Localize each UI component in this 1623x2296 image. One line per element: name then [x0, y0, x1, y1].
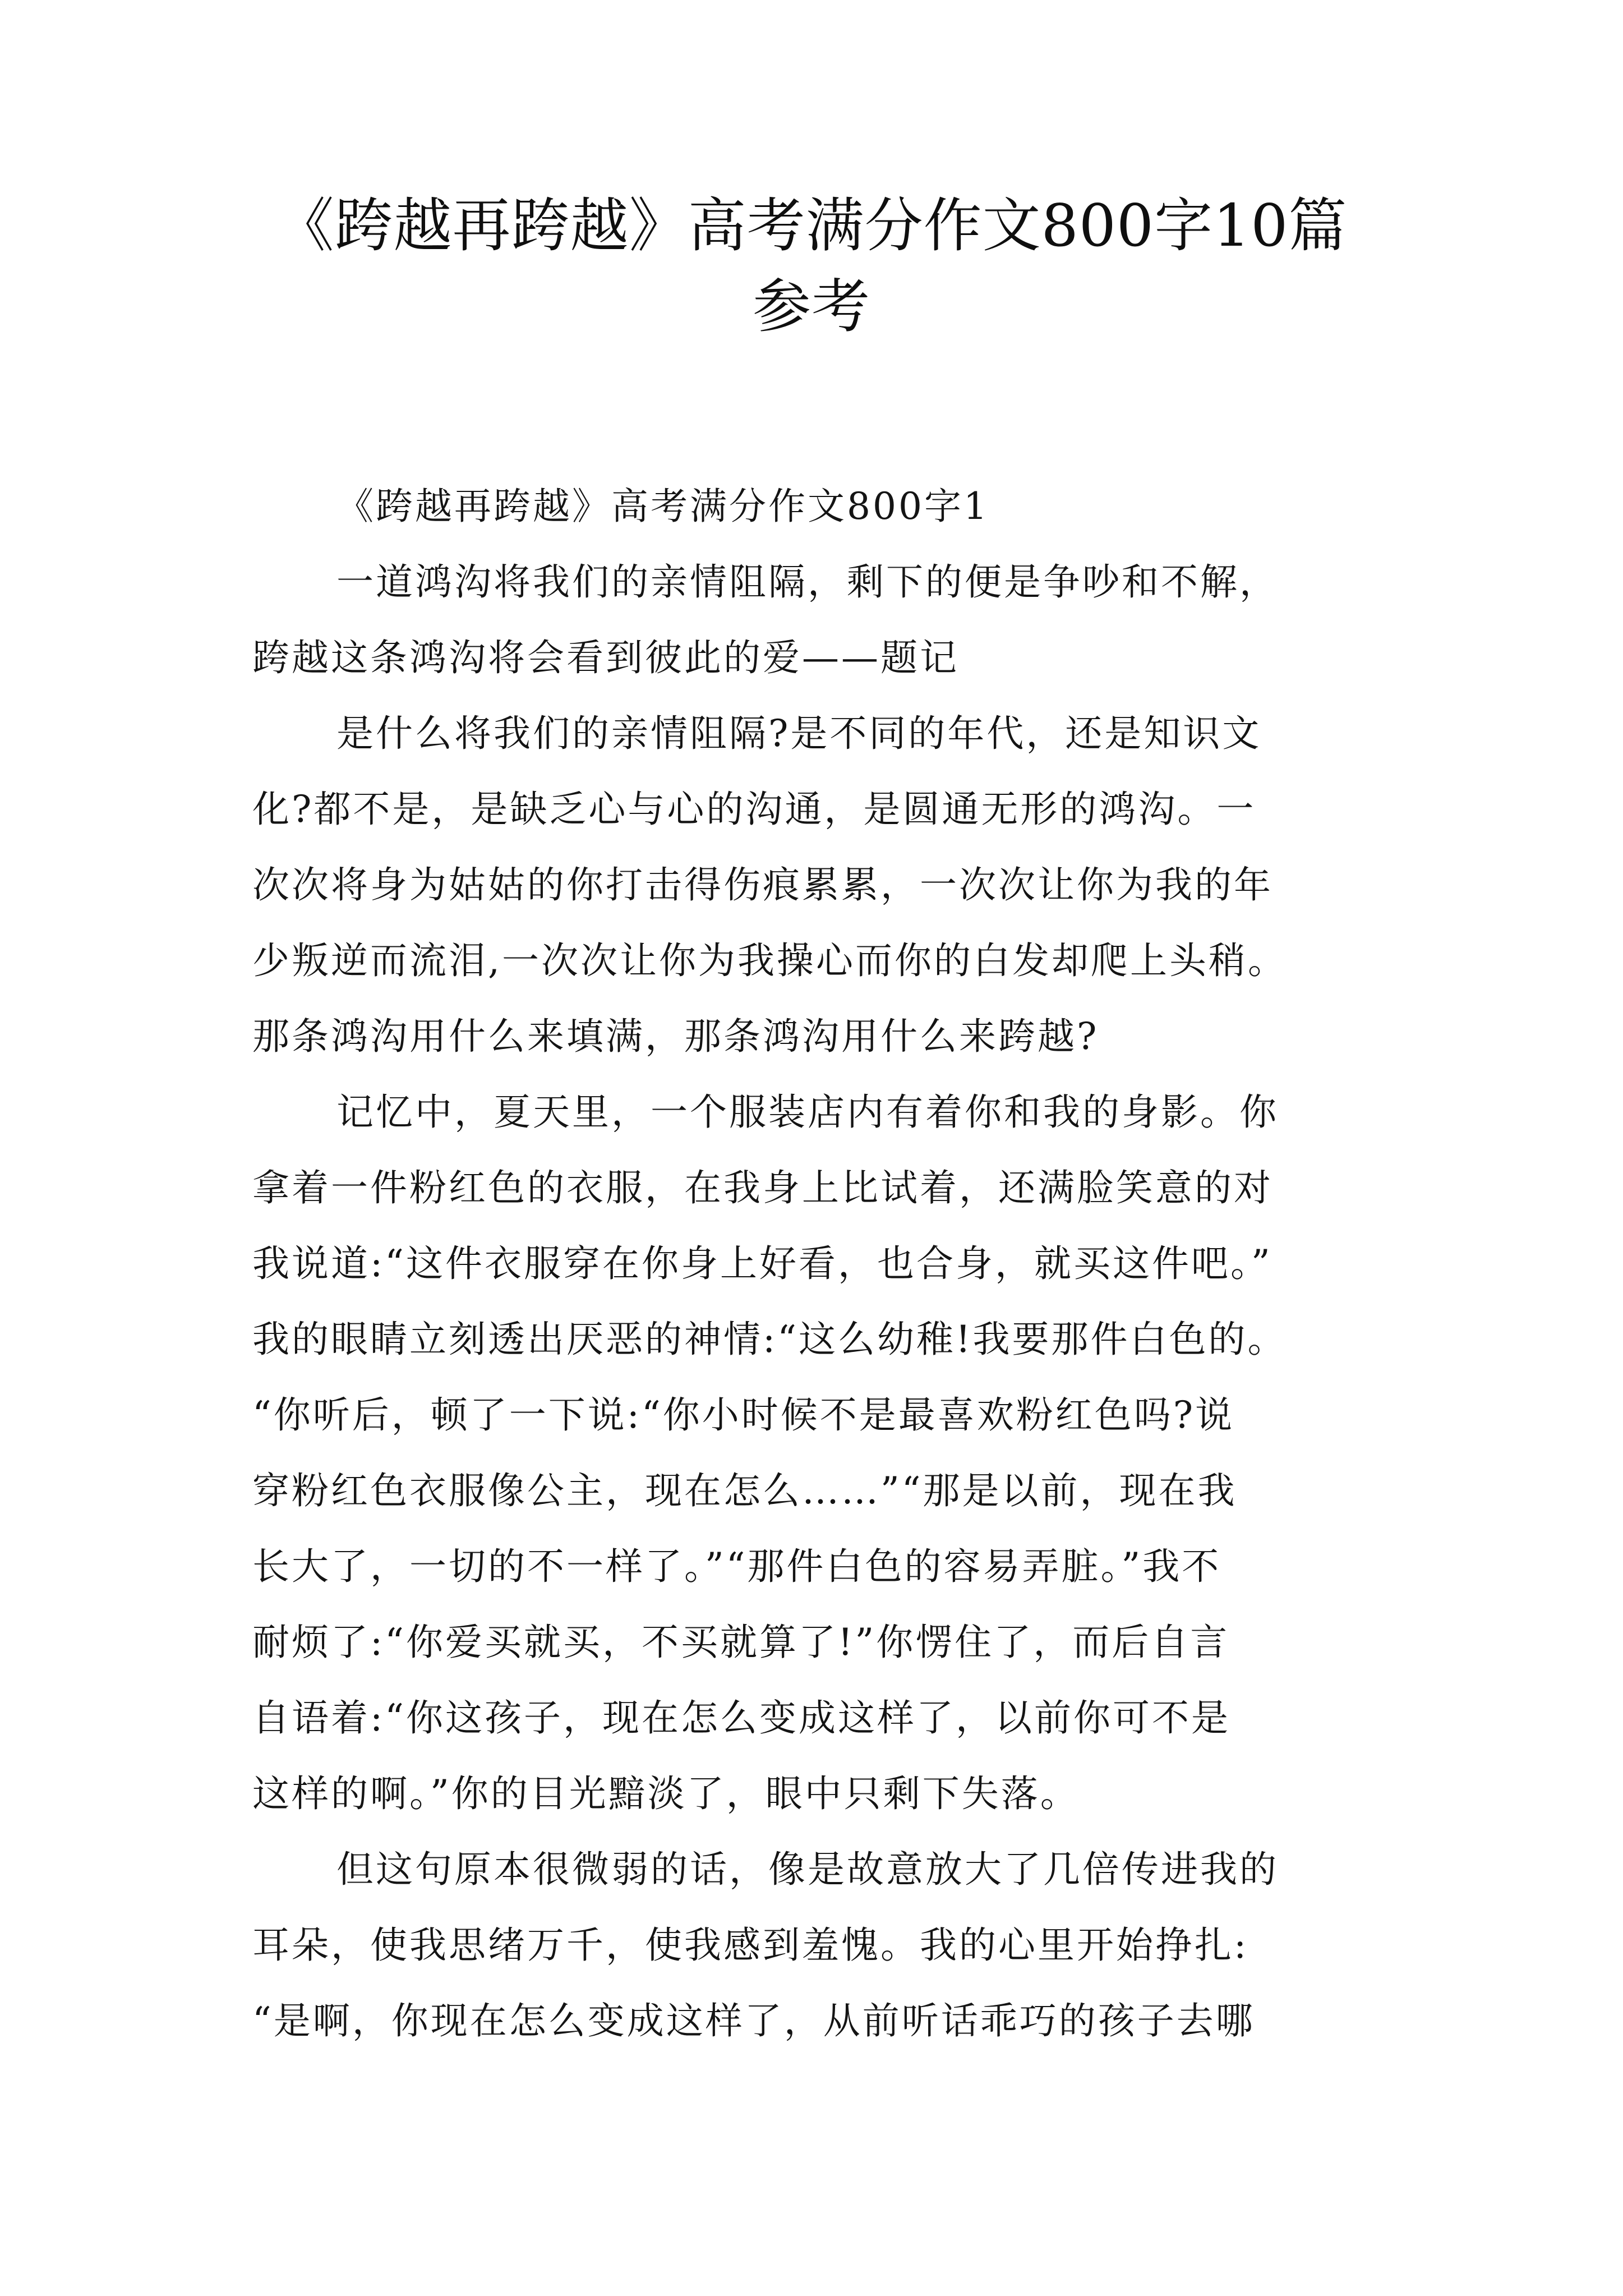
body-text-line: “你听后，顿了一下说:“你小时候不是最喜欢粉红色吗?说 [252, 1393, 1235, 1437]
body-text-line: 那条鸿沟用什么来填满，那条鸿沟用什么来跨越? [252, 1015, 1099, 1058]
body-text-line: 少叛逆而流泪,一次次让你为我操心而你的白发却爬上头稍。 [252, 939, 1287, 982]
body-text-line: 长大了，一切的不一样了。”“那件白色的容易弄脏。”我不 [252, 1545, 1221, 1588]
body-text-line: 记忆中，夏天里，一个服装店内有着你和我的身影。你 [336, 1091, 1279, 1134]
body-text-line: 拿着一件粉红色的衣服，在我身上比试着，还满脸笑意的对 [252, 1166, 1273, 1209]
body-text-line: 这样的啊。”你的目光黯淡了，眼中只剩下失落。 [252, 1772, 1080, 1815]
document-body [252, 468, 1396, 2059]
body-text-line: 次次将身为姑姑的你打击得伤痕累累，一次次让你为我的年 [252, 863, 1273, 907]
body-text-line: 是什么将我们的亲情阻隔?是不同的年代，还是知识文 [336, 712, 1262, 755]
body-text-line: 穿粉红色衣服像公主，现在怎么……”“那是以前，现在我 [252, 1469, 1237, 1512]
title-line: 《跨越再跨越》高考满分作文800字10篇 [275, 191, 1348, 260]
title-line: 参考 [752, 272, 870, 341]
body-text-line: 但这句原本很微弱的话，像是故意放大了几倍传进我的 [336, 1848, 1279, 1891]
body-text-line: “是啊，你现在怎么变成这样了，从前听话乖巧的孩子去哪 [252, 1999, 1255, 2042]
body-text-line: 耳朵，使我思绪万千，使我感到羞愧。我的心里开始挣扎: [252, 1924, 1249, 1967]
body-text-line: 我说道:“这件衣服穿在你身上好看，也合身，就买这件吧。” [252, 1242, 1272, 1285]
body-text-line: 耐烦了:“你爱买就买，不买就算了!”你愣住了，而后自言 [252, 1621, 1230, 1664]
body-text-line: 化?都不是，是缺乏心与心的沟通，是圆通无形的鸿沟。一 [252, 788, 1256, 831]
body-text-line: 《跨越再跨越》高考满分作文800字1 [336, 485, 989, 528]
body-text-line: 一道鸿沟将我们的亲情阻隔，剩下的便是争吵和不解， [336, 560, 1279, 604]
body-text-line: 跨越这条鸿沟将会看到彼此的爱——题记 [252, 636, 959, 679]
document-title [168, 185, 1455, 347]
body-text-line: 自语着:“你这孩子，现在怎么变成这样了，以前你可不是 [252, 1696, 1230, 1740]
body-text-line: 我的眼睛立刻透出厌恶的神情:“这么幼稚!我要那件白色的。 [252, 1318, 1287, 1361]
